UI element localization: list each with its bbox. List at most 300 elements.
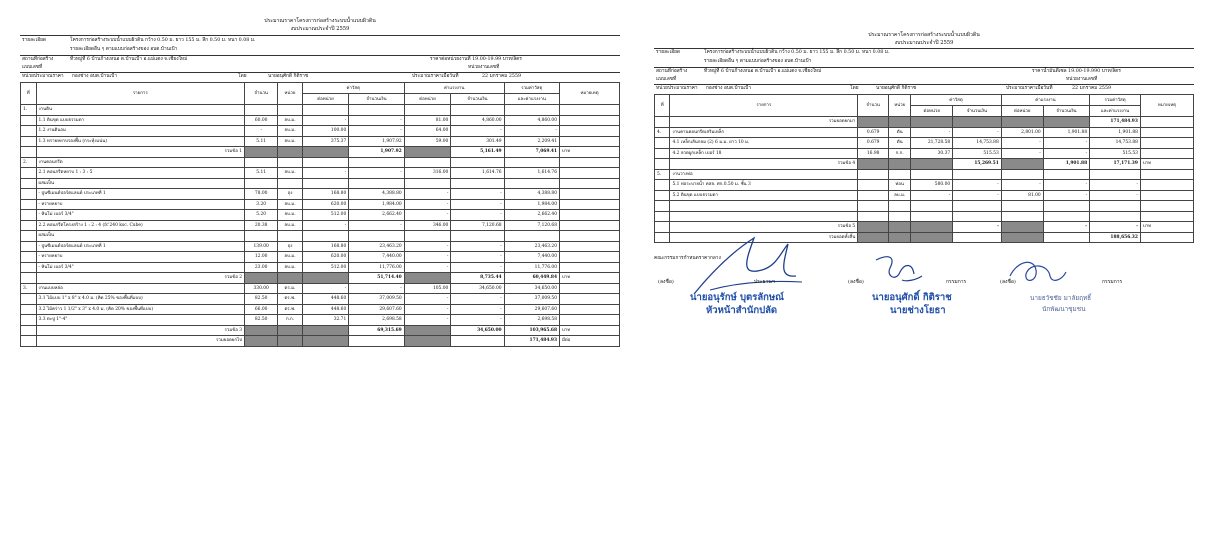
- cell-la: -: [1043, 222, 1089, 233]
- cell-rem: มีต่อ: [560, 336, 620, 347]
- cell-qty: 3.20: [245, 199, 278, 210]
- left-estimate-table: [20, 82, 620, 347]
- cell-lu: -: [404, 315, 451, 326]
- cell-ma: 7,440.00: [349, 252, 404, 263]
- cell-tot: [504, 178, 559, 189]
- cell-item: งานคานคอนกรีตเสริมเหล็ก: [670, 127, 858, 138]
- cell-no: [21, 147, 37, 158]
- cell-ma: [349, 231, 404, 242]
- right-header-material-per-unit: ต่อหน่วย: [911, 106, 953, 117]
- cell-mu: 32.71: [302, 315, 349, 326]
- cell-unit: ตร.ฟ.: [278, 294, 302, 305]
- cell-lu: 81.00: [404, 115, 451, 126]
- cell-tot: 103,965.68: [504, 325, 559, 336]
- cell-item: 1.2 งานดินถม: [36, 126, 245, 137]
- signature-3-title-stamp: นักพัฒนาชุมชน: [1042, 305, 1086, 313]
- cell-mu: [911, 211, 953, 222]
- table-row: [21, 304, 620, 315]
- cell-la: -: [451, 241, 504, 252]
- cell-mu: -: [911, 127, 953, 138]
- left-detail-label: รายละเอียด: [22, 38, 47, 43]
- cell-rem: [560, 210, 620, 221]
- cell-qty: [245, 105, 278, 116]
- cell-la: -: [451, 126, 504, 137]
- left-table-body: [21, 105, 620, 347]
- header-item: รายการ: [36, 83, 245, 105]
- cell-lu: 316.00: [404, 168, 451, 179]
- cell-no: [21, 189, 37, 200]
- table-row: [21, 199, 620, 210]
- table-row: [21, 315, 620, 326]
- right-header-total-2: และค่าแรงงาน: [1090, 106, 1141, 117]
- cell-rem: [560, 252, 620, 263]
- cell-qty: [245, 231, 278, 242]
- cell-unit: [278, 178, 302, 189]
- cell-item: 2.1 คอนกรีตหยาบ 1 : 3 : 5: [36, 168, 245, 179]
- cell-ma: [953, 201, 1002, 212]
- cell-item: - ปูนซีเมนต์ปอร์ตแลนด์ ประเภทที่ 1: [36, 189, 245, 200]
- cell-unit: ก.ก.: [278, 315, 302, 326]
- cell-rem: [560, 220, 620, 231]
- header-labor: ค่าแรงงาน: [404, 83, 504, 94]
- cell-unit: [889, 222, 911, 233]
- right-header-item: รายการ: [670, 95, 858, 117]
- cell-qty: 16.98: [858, 148, 889, 159]
- cell-no: [21, 315, 37, 326]
- cell-mu: 448.60: [302, 294, 349, 305]
- cell-tot: 2,698.58: [504, 315, 559, 326]
- right-page-title: ประมาณราคาโครงการก่อสร้างระบบน้ำแบบผิวดิน: [868, 32, 980, 38]
- left-detail-1: โครงการก่อสร้างระบบน้ำแบบผิวดิน กว้าง 0.50 ม. ยาว 155 ม. ลึก 0.50 ม. หนา 0.08 ม.: [70, 38, 256, 43]
- cell-item: 3.1 ไม้แบบ 1" x 8" x 4.0 ม. (คิด 25% ของพื้นที่แบบ): [36, 294, 245, 305]
- cell-qty: [245, 178, 278, 189]
- cell-lu: [404, 325, 451, 336]
- cell-item: 3.2 ไม้คร่าว 1 1/2" x 3" x 4.0 ม. (คิด 20% ของพื้นที่แบบ): [36, 304, 245, 315]
- cell-ma: [349, 336, 404, 347]
- cell-tot: [504, 231, 559, 242]
- cell-mu: 168.80: [302, 189, 349, 200]
- left-page-subtitle: งบประมาณประจำปี 2559: [290, 26, 350, 32]
- cell-la: [451, 178, 504, 189]
- committee-label: คณะกรรมการกำหนดราคากลาง: [654, 256, 721, 261]
- cell-rem: [1140, 232, 1193, 243]
- cell-ma: 69,315.69: [349, 325, 404, 336]
- cell-qty: [858, 222, 889, 233]
- cell-unit: ก.ก.: [889, 148, 911, 159]
- cell-mu: [302, 273, 349, 284]
- cell-ma: [349, 157, 404, 168]
- right-location-label: สถานที่ก่อสร้าง: [656, 69, 688, 74]
- table-row: [655, 138, 1194, 149]
- cell-ma: -: [953, 222, 1002, 233]
- cell-lu: [1001, 117, 1043, 128]
- cell-la: 301.49: [451, 136, 504, 147]
- cell-tot: -: [1090, 190, 1141, 201]
- cell-qty: 330.00: [245, 283, 278, 294]
- table-row: [21, 136, 620, 147]
- table-row: [655, 159, 1194, 170]
- cell-rem: [1140, 190, 1193, 201]
- cell-la: -: [1043, 138, 1089, 149]
- cell-unit: [889, 211, 911, 222]
- cell-la: [1043, 201, 1089, 212]
- cell-mu: 21,728.58: [911, 138, 953, 149]
- cell-tot: 2,209.41: [504, 136, 559, 147]
- cell-rem: [1140, 180, 1193, 191]
- cell-no: [21, 231, 37, 242]
- cell-qty: 5.11: [245, 136, 278, 147]
- cell-tot: [1090, 211, 1141, 222]
- cell-la: -: [451, 210, 504, 221]
- cell-rem: บาท: [560, 273, 620, 284]
- cell-no: [655, 117, 670, 128]
- cell-item: รวมยอดทั้งสิ้น: [670, 232, 858, 243]
- cell-no: [21, 220, 37, 231]
- cell-ma: 51,714.40: [349, 273, 404, 284]
- right-estimate-page: [654, 28, 1194, 418]
- cell-ma: 2,662.40: [349, 210, 404, 221]
- cell-la: [1043, 169, 1089, 180]
- cell-item: รวมข้อ 5: [670, 222, 858, 233]
- table-row: [21, 262, 620, 273]
- cell-rem: [1140, 148, 1193, 159]
- cell-item: - ปูนซีเมนต์ปอร์ตแลนด์ ประเภทที่ 1: [36, 241, 245, 252]
- cell-tot: 1,984.00: [504, 199, 559, 210]
- right-location: ที่วหมู่ที่ 6 บ้านก้างเหนอ ต.บ้านเป้า อ.แม่แตง จ.เชียงใหม่: [704, 69, 822, 74]
- cell-ma: -: [953, 190, 1002, 201]
- cell-item: - หินโม่ เบอร์ 3/4": [36, 210, 245, 221]
- signature-1-sign: (ลงชื่อ): [658, 279, 674, 285]
- cell-no: [21, 210, 37, 221]
- left-location-label: สถานที่ก่อสร้าง: [22, 57, 54, 62]
- cell-la: -: [451, 189, 504, 200]
- cell-rem: [560, 178, 620, 189]
- cell-la: [451, 336, 504, 347]
- cell-rem: [560, 136, 620, 147]
- cell-unit: [278, 273, 302, 284]
- cell-ma: 15,269.51: [953, 159, 1002, 170]
- header-labor-amount: จำนวนเงิน: [451, 94, 504, 105]
- cell-no: [21, 115, 37, 126]
- cell-mu: -: [302, 283, 349, 294]
- cell-no: [655, 159, 670, 170]
- cell-mu: -: [302, 115, 349, 126]
- cell-rem: [560, 199, 620, 210]
- cell-rem: [560, 157, 620, 168]
- cell-ma: [953, 232, 1002, 243]
- cell-qty: 20.38: [245, 220, 278, 231]
- cell-mu: [302, 157, 349, 168]
- left-rule-1: [20, 35, 620, 36]
- cell-lu: -: [1001, 180, 1043, 191]
- cell-lu: -: [404, 262, 451, 273]
- cell-unit: ลบ.ม.: [278, 199, 302, 210]
- cell-qty: [858, 159, 889, 170]
- cell-ma: 11,776.00: [349, 262, 404, 273]
- cell-no: [21, 178, 37, 189]
- cell-ma: -: [349, 126, 404, 137]
- cell-unit: [889, 117, 911, 128]
- table-row: [21, 157, 620, 168]
- cell-tot: [1090, 201, 1141, 212]
- cell-rem: [1140, 169, 1193, 180]
- cell-unit: [278, 147, 302, 158]
- cell-qty: [858, 232, 889, 243]
- table-row: [21, 210, 620, 221]
- cell-rem: [560, 105, 620, 116]
- right-header-total: รวมค่าวัสดุ: [1090, 95, 1141, 106]
- table-row: [655, 180, 1194, 191]
- cell-ma: 2,698.58: [349, 315, 404, 326]
- cell-rem: บาท: [560, 325, 620, 336]
- cell-tot: 34,650.00: [504, 283, 559, 294]
- cell-unit: ลบ.ม.: [278, 220, 302, 231]
- cell-no: [21, 325, 37, 336]
- table-row: [21, 336, 620, 347]
- table-row: [21, 294, 620, 305]
- cell-qty: 5.11: [245, 168, 278, 179]
- right-rule-2: [654, 67, 1194, 68]
- cell-rem: [1140, 127, 1193, 138]
- header-material-per-unit: ต่อหน่วย: [302, 94, 349, 105]
- cell-rem: [560, 231, 620, 242]
- cell-no: [655, 201, 670, 212]
- signature-1-name-stamp: นายอนุรักษ์ บุตรลักษณ์: [690, 292, 784, 303]
- cell-rem: [560, 315, 620, 326]
- cell-la: [1043, 211, 1089, 222]
- cell-tot: 171,484.93: [504, 336, 559, 347]
- table-row: [655, 222, 1194, 233]
- left-unit-label: หน่วยประมาณราคา: [22, 74, 64, 79]
- cell-la: -: [451, 252, 504, 263]
- table-row: [21, 241, 620, 252]
- cell-ma: [953, 169, 1002, 180]
- cell-unit: [278, 105, 302, 116]
- signature-3-role: กรรมการ: [1102, 279, 1123, 285]
- cell-item: ผสมเป็น: [36, 231, 245, 242]
- cell-lu: [1001, 159, 1043, 170]
- cell-ma: -: [349, 115, 404, 126]
- cell-qty: [858, 169, 889, 180]
- left-price-list: ราคาต่อหน่วยงานที่ 19.00-19.99 บาท/ลิตร: [430, 57, 522, 62]
- right-rule-1: [654, 48, 1194, 49]
- cell-qty: 66.00: [245, 304, 278, 315]
- right-header-labor-amount: จำนวนเงิน: [1043, 106, 1089, 117]
- cell-rem: [560, 115, 620, 126]
- cell-tot: -: [1090, 222, 1141, 233]
- table-row: [21, 325, 620, 336]
- cell-item: 1.3 ทรายหยาบรองพื้น (กระทุ้งแน่น): [36, 136, 245, 147]
- cell-mu: [302, 325, 349, 336]
- cell-item: 5.2 ดินขุด แบบธรรมดา: [670, 190, 858, 201]
- cell-tot: -: [504, 126, 559, 137]
- left-page-title: ประมาณราคาโครงการก่อสร้างระบบน้ำแบบผิวดิน: [264, 18, 376, 24]
- cell-rem: บาท: [1140, 222, 1193, 233]
- cell-la: -: [451, 304, 504, 315]
- cell-unit: ถุง: [278, 241, 302, 252]
- cell-qty: 78.00: [245, 189, 278, 200]
- cell-mu: 30.37: [911, 148, 953, 159]
- cell-ma: 23,463.20: [349, 241, 404, 252]
- signature-3-scribble: [1004, 254, 1074, 294]
- cell-no: [655, 211, 670, 222]
- cell-item: ผสมเป็น: [36, 178, 245, 189]
- cell-no: [21, 273, 37, 284]
- cell-tot: 1,901.88: [1090, 127, 1141, 138]
- table-row: [21, 231, 620, 242]
- cell-unit: [278, 325, 302, 336]
- cell-mu: [302, 147, 349, 158]
- cell-qty: 82.50: [245, 315, 278, 326]
- left-detail-2: รายละเอียดอื่น ๆ ตามแบบก่อสร้างของ อบต.บ้านเป้า: [70, 47, 178, 52]
- cell-tot: 11,776.00: [504, 262, 559, 273]
- cell-qty: [858, 180, 889, 191]
- cell-mu: 100.00: [302, 126, 349, 137]
- cell-tot: 23,463.20: [504, 241, 559, 252]
- cell-qty: [245, 273, 278, 284]
- right-office-label: หน่วยงานเลขที่: [1066, 77, 1098, 82]
- cell-unit: [889, 232, 911, 243]
- cell-no: [655, 190, 670, 201]
- cell-ma: [349, 105, 404, 116]
- table-row: [655, 127, 1194, 138]
- cell-rem: [560, 304, 620, 315]
- cell-item: งานดิน: [36, 105, 245, 116]
- table-row: [21, 115, 620, 126]
- left-date-label: ประมาณราคาเมื่อวันที่: [412, 74, 459, 79]
- left-estimate-page: [20, 12, 620, 502]
- cell-qty: [858, 211, 889, 222]
- cell-lu: [404, 336, 451, 347]
- cell-ma: 29,607.60: [349, 304, 404, 315]
- cell-ma: 4,388.80: [349, 189, 404, 200]
- right-header-labor: ค่าแรงงาน: [1001, 95, 1089, 106]
- cell-qty: [245, 325, 278, 336]
- cell-ma: -: [953, 180, 1002, 191]
- cell-no: [21, 126, 37, 137]
- right-date: 22 มกราคม 2559: [1072, 86, 1112, 91]
- right-table-body: [655, 117, 1194, 243]
- cell-tot: 29,607.60: [504, 304, 559, 315]
- cell-la: [451, 157, 504, 168]
- cell-ma: [953, 117, 1002, 128]
- cell-no: 1.: [21, 105, 37, 116]
- cell-lu: -: [404, 294, 451, 305]
- cell-no: 2.: [21, 157, 37, 168]
- cell-unit: ถุง: [278, 189, 302, 200]
- right-header-remark: หมายเหตุ: [1140, 95, 1193, 117]
- right-page-subtitle: งบประมาณประจำปี 2559: [894, 40, 954, 46]
- cell-ma: -: [953, 127, 1002, 138]
- cell-la: 8,735.44: [451, 273, 504, 284]
- left-date: 22 มกราคม 2559: [482, 74, 522, 79]
- table-row: [655, 211, 1194, 222]
- cell-mu: 168.80: [302, 241, 349, 252]
- cell-ma: -: [349, 220, 404, 231]
- cell-no: [21, 252, 37, 263]
- cell-rem: [1140, 211, 1193, 222]
- cell-rem: [1140, 201, 1193, 212]
- cell-ma: 1,907.92: [349, 147, 404, 158]
- cell-tot: 4,860.00: [504, 115, 559, 126]
- cell-rem: [560, 126, 620, 137]
- cell-ma: 1,984.00: [349, 199, 404, 210]
- cell-tot: 2,662.40: [504, 210, 559, 221]
- cell-lu: [1001, 169, 1043, 180]
- cell-mu: 512.00: [302, 210, 349, 221]
- cell-unit: [889, 159, 911, 170]
- cell-item: - หินโม่ เบอร์ 3/4": [36, 262, 245, 273]
- cell-lu: [404, 231, 451, 242]
- cell-no: [21, 199, 37, 210]
- cell-mu: [302, 231, 349, 242]
- cell-unit: [889, 201, 911, 212]
- cell-ma: [953, 211, 1002, 222]
- table-row: [21, 168, 620, 179]
- cell-la: 5,161.49: [451, 147, 504, 158]
- cell-qty: 23.00: [245, 262, 278, 273]
- right-date-label: ประมาณราคาเมื่อวันที่: [1006, 86, 1053, 91]
- table-row: [21, 105, 620, 116]
- cell-rem: [1140, 117, 1193, 128]
- cell-mu: 448.60: [302, 304, 349, 315]
- cell-item: รวมยอดยกมา: [670, 117, 858, 128]
- cell-rem: [560, 294, 620, 305]
- left-office-label: หน่วยงานเลขที่: [468, 65, 500, 70]
- cell-unit: [278, 336, 302, 347]
- cell-mu: [302, 105, 349, 116]
- cell-ma: -: [349, 283, 404, 294]
- header-labor-per-unit: ต่อหน่วย: [404, 94, 451, 105]
- cell-unit: [278, 157, 302, 168]
- cell-mu: [302, 178, 349, 189]
- cell-lu: [404, 178, 451, 189]
- cell-item: รวมข้อ 3: [36, 325, 245, 336]
- left-unit: กองช่าง อบต.บ้านเป้า: [72, 74, 117, 79]
- table-row: [655, 117, 1194, 128]
- cell-no: 3.: [21, 283, 37, 294]
- cell-qty: 82.50: [245, 294, 278, 305]
- cell-item: รวมข้อ 4: [670, 159, 858, 170]
- cell-la: -: [451, 262, 504, 273]
- cell-ma: -: [349, 168, 404, 179]
- cell-qty: [858, 201, 889, 212]
- right-by-label: โดย: [850, 86, 859, 91]
- cell-lu: -: [404, 189, 451, 200]
- cell-lu: [404, 105, 451, 116]
- cell-rem: [560, 189, 620, 200]
- cell-qty: [858, 117, 889, 128]
- cell-tot: 14,753.88: [1090, 138, 1141, 149]
- cell-qty: [858, 190, 889, 201]
- right-rule-3: [654, 84, 1194, 85]
- cell-lu: [1001, 232, 1043, 243]
- cell-no: 4.: [655, 127, 670, 138]
- cell-lu: [1001, 222, 1043, 233]
- cell-lu: [1001, 211, 1043, 222]
- cell-no: [655, 138, 670, 149]
- cell-qty: 12.00: [245, 252, 278, 263]
- cell-unit: ลบ.ม.: [889, 190, 911, 201]
- cell-tot: 7,440.00: [504, 252, 559, 263]
- cell-la: 1,901.88: [1043, 159, 1089, 170]
- cell-tot: 60,449.84: [504, 273, 559, 284]
- cell-item: งานคอนกรีต: [36, 157, 245, 168]
- cell-lu: -: [404, 252, 451, 263]
- cell-mu: [911, 232, 953, 243]
- cell-qty: [245, 157, 278, 168]
- right-by-name: นายอนุศักดิ์ กิติราช: [876, 86, 917, 91]
